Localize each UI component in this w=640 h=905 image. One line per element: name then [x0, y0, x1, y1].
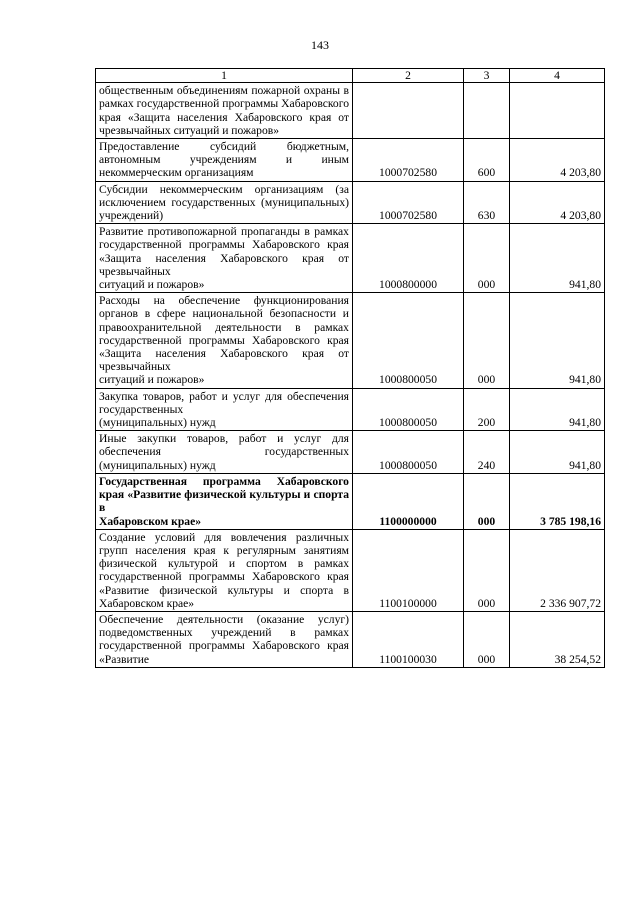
description-line: охраны в рамках государственной — [99, 84, 349, 111]
description-line: Создание условий для вовлечения — [99, 530, 287, 544]
description-line: рамках государственной программы — [99, 626, 349, 653]
description-line: Обеспечение деятельности (оказание — [99, 612, 305, 626]
table-row — [96, 529, 605, 611]
description-line: программы Хабаровского края «Защита — [99, 97, 349, 124]
description-last-line: ситуаций и пожаров» — [99, 373, 205, 387]
description-line: Государственная программа — [99, 474, 261, 488]
row-code: 1000800050 — [353, 293, 464, 388]
row-code: 1100000000 — [353, 473, 464, 529]
description-line: Иные закупки товаров, работ и услуг — [99, 432, 322, 446]
row-description — [96, 611, 353, 667]
row-description — [96, 388, 353, 431]
description-line: автономным учреждениям и иным — [99, 153, 349, 167]
description-last-line: чрезвычайных ситуаций и пожаров» — [99, 123, 280, 137]
table-row — [96, 83, 605, 139]
table-row — [96, 611, 605, 667]
row-amount: 941,80 — [510, 388, 605, 431]
description-line: Закупка товаров, работ и услуг для — [99, 389, 283, 403]
header-col-1: 1 — [96, 69, 353, 83]
description-last-line: ситуаций и пожаров» — [99, 278, 205, 292]
row-code: 1100100030 — [353, 611, 464, 667]
description-last-line: учреждений) — [99, 209, 164, 223]
row-description — [96, 293, 353, 388]
description-line: для обеспечения государственных — [99, 432, 350, 459]
row-amount: 941,80 — [510, 293, 605, 388]
row-expense-type: 000 — [464, 473, 510, 529]
row-amount: 4 203,80 — [510, 181, 605, 224]
description-last-line: Хабаровском крае» — [99, 514, 202, 528]
row-description — [96, 473, 353, 529]
row-description — [96, 139, 353, 182]
table-row — [96, 473, 605, 529]
row-description — [96, 431, 353, 474]
description-last-line: Хабаровского края «Развитие — [99, 639, 349, 666]
row-amount: 2 336 907,72 — [510, 529, 605, 611]
row-expense-type: 000 — [464, 293, 510, 388]
table-row — [96, 224, 605, 293]
table-row — [96, 293, 605, 388]
row-expense-type: 200 — [464, 388, 510, 431]
row-amount: 38 254,52 — [510, 611, 605, 667]
row-expense-type: 000 — [464, 224, 510, 293]
description-last-line: некоммерческим организациям — [99, 166, 254, 180]
row-code: 1000800050 — [353, 388, 464, 431]
description-line: рамках государственной программы — [99, 320, 349, 347]
header-col-3: 3 — [464, 69, 510, 83]
table-row — [96, 388, 605, 431]
row-code: 1100100000 — [353, 529, 464, 611]
description-line: регулярным занятиям физической — [99, 543, 349, 571]
description-line: Хабаровского края «Защита населения — [99, 238, 349, 265]
description-line: Хабаровского края от чрезвычайных — [99, 347, 350, 374]
row-expense-type — [464, 83, 510, 139]
row-description — [96, 529, 353, 611]
description-line: Хабаровского края от чрезвычайных — [99, 251, 350, 278]
description-line: услуг) подведомственных учреждений в — [99, 612, 349, 640]
table-row — [96, 431, 605, 474]
description-last-line: (муниципальных) нужд — [99, 458, 216, 472]
description-line: функционирования органов в сфере — [99, 294, 349, 321]
header-col-2: 2 — [353, 69, 464, 83]
row-expense-type: 000 — [464, 529, 510, 611]
description-line: общественным объединениям пожарной — [99, 84, 301, 98]
row-code: 1000702580 — [353, 139, 464, 182]
description-line: в рамках государственной программы — [99, 225, 349, 252]
row-amount: 941,80 — [510, 224, 605, 293]
description-line: обеспечения государственных — [99, 389, 349, 416]
description-line: Расходы на обеспечение — [99, 294, 241, 308]
description-line: государственной программы — [99, 570, 245, 584]
row-code: 1000702580 — [353, 181, 464, 224]
row-amount: 3 785 198,16 — [510, 473, 605, 529]
row-amount: 941,80 — [510, 431, 605, 474]
row-expense-type: 000 — [464, 611, 510, 667]
row-expense-type: 630 — [464, 181, 510, 224]
description-line: Хабаровского края «Защита населения — [99, 333, 349, 361]
description-line: Развитие противопожарной пропаганды — [99, 225, 301, 239]
description-line: правоохранительной деятельности в — [99, 320, 301, 334]
description-last-line: Хабаровском крае» — [99, 596, 195, 610]
description-line: физической культуры и спорта в — [99, 488, 349, 515]
budget-table — [95, 68, 605, 668]
header-row — [96, 69, 605, 83]
row-description — [96, 181, 353, 224]
page-number: 143 — [311, 38, 329, 52]
description-line: культурой и спортом в рамках — [168, 557, 349, 571]
row-amount: 4 203,80 — [510, 139, 605, 182]
row-description — [96, 224, 353, 293]
description-line: различных групп населения края к — [99, 530, 349, 557]
row-expense-type: 600 — [464, 139, 510, 182]
row-expense-type: 240 — [464, 431, 510, 474]
table-row — [96, 139, 605, 182]
description-line: государственных (муниципальных) — [171, 195, 349, 209]
description-line: Предоставление субсидий бюджетным, — [99, 140, 349, 154]
header-col-4: 4 — [510, 69, 605, 83]
description-line: организациям (за исключением — [99, 182, 349, 209]
table-row — [96, 181, 605, 224]
description-line: Субсидии некоммерческим — [99, 182, 243, 196]
description-line: физической культуры и спорта в — [159, 583, 349, 597]
description-line: Хабаровского края «Развитие — [99, 474, 349, 502]
row-code: 1000800050 — [353, 431, 464, 474]
row-amount — [510, 83, 605, 139]
description-line: населения Хабаровского края от — [177, 110, 349, 124]
description-line: национальной безопасности и — [192, 307, 349, 321]
row-code: 1000800000 — [353, 224, 464, 293]
row-code — [353, 83, 464, 139]
description-line: Хабаровского края «Развитие — [99, 570, 349, 597]
description-last-line: (муниципальных) нужд — [99, 416, 216, 430]
row-description — [96, 83, 353, 139]
